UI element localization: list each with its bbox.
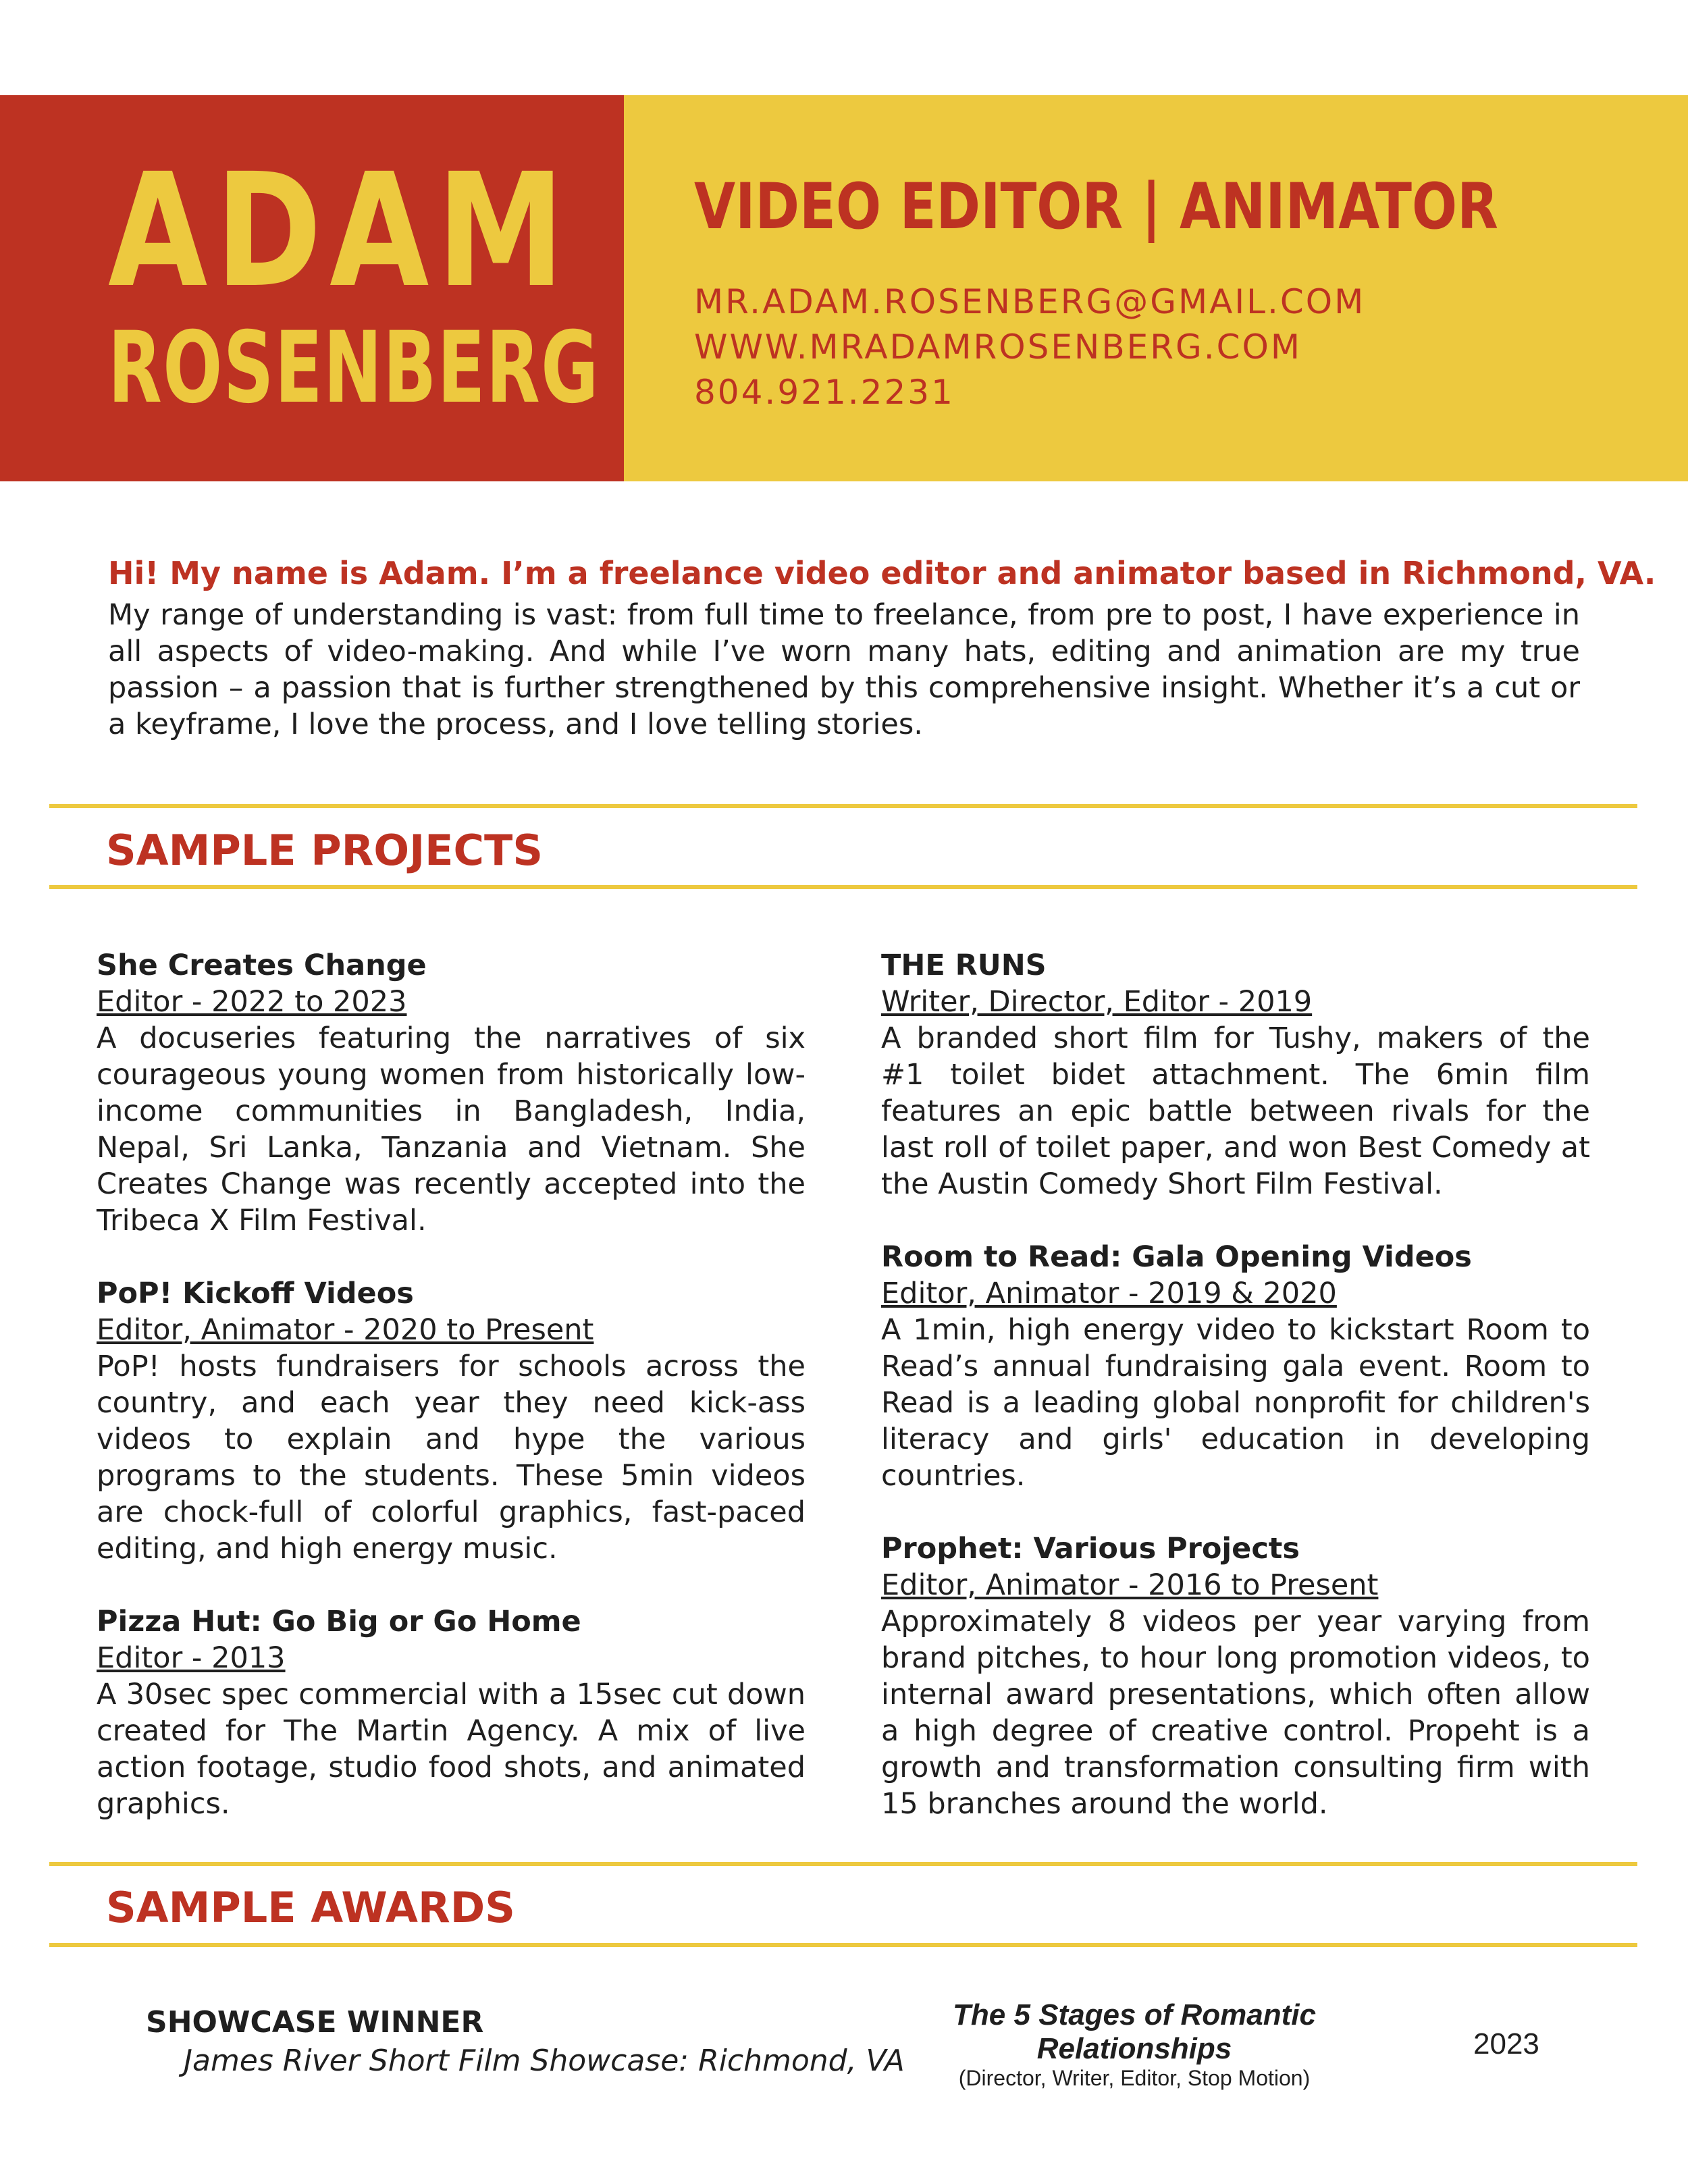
project-description: A 30sec spec commercial with a 15sec cut down created for The Martin Agency. A mix of live action footage, studio food shots, and animated graphics. bbox=[97, 1678, 806, 1821]
intro-headline: Hi! My name is Adam. I’m a freelance video editor and animator based in Richmond, VA. bbox=[108, 555, 1656, 591]
phone-number: 804.921.2231 bbox=[694, 373, 955, 412]
section-divider bbox=[49, 804, 1637, 808]
award-credits: (Director, Writer, Editor, Stop Motion) bbox=[958, 2066, 1311, 2090]
project-description: A 1min, high energy video to kickstart Room to Read’s annual fundraising gala event. Room to Read is a leading global nonprofit for children's literacy and girls' education in developing countries. bbox=[881, 1313, 1590, 1493]
project-entry bbox=[881, 1239, 1590, 1494]
project-role: Editor - 2013 bbox=[97, 1641, 286, 1675]
intro-body: My range of understanding is vast: from full time to freelance, from pre to post, I have experience in all aspects of video-making. And while I’ve worn many hats, editing and animation are my true passion – a passion that is further strengthened by this comprehensive insight. Whether it’s a cut or a keyframe, I love the process, and I love telling stories. bbox=[108, 598, 1580, 741]
email-link[interactable]: MR.ADAM.ROSENBERG@GMAIL.COM bbox=[694, 282, 1366, 321]
project-entry bbox=[881, 947, 1590, 1202]
project-role: Editor - 2022 to 2023 bbox=[97, 985, 407, 1019]
project-title: Prophet: Various Projects bbox=[881, 1532, 1300, 1566]
project-entry bbox=[97, 1275, 806, 1567]
projects-right-column bbox=[881, 947, 1590, 1859]
project-title: THE RUNS bbox=[881, 949, 1047, 982]
project-entry bbox=[881, 1530, 1590, 1822]
project-entry bbox=[97, 1603, 806, 1822]
last-name: ROSENBERG bbox=[108, 311, 600, 425]
awards-section-title: SAMPLE AWARDS bbox=[106, 1883, 515, 1932]
project-title: PoP! Kickoff Videos bbox=[97, 1277, 414, 1310]
project-description: PoP! hosts fundraisers for schools across the country, and each year they need kick-ass videos to explain and hype the various programs to the students. These 5min videos are chock-full of colorful graphics, fast-paced editing, and high energy music. bbox=[97, 1350, 806, 1566]
project-entry bbox=[97, 947, 806, 1239]
project-description: A docuseries featuring the narratives of six courageous young women from historically low-income communities in Bangladesh, India, Nepal, Sri Lanka, Tanzania and Vietnam. She Creates Change was recently accepted into the Tribeca X Film Festival. bbox=[97, 1021, 806, 1237]
job-title: VIDEO EDITOR | ANIMATOR bbox=[694, 170, 1498, 244]
first-name: ADAM bbox=[108, 140, 573, 322]
section-divider bbox=[49, 885, 1637, 889]
project-role: Editor, Animator - 2020 to Present bbox=[97, 1313, 594, 1347]
project-title: Room to Read: Gala Opening Videos bbox=[881, 1240, 1472, 1274]
project-role: Editor, Animator - 2019 & 2020 bbox=[881, 1277, 1337, 1310]
award-event: James River Short Film Showcase: Richmond, VA bbox=[184, 2044, 905, 2078]
project-title: She Creates Change bbox=[97, 949, 427, 982]
section-divider bbox=[49, 1862, 1637, 1866]
project-description: A branded short film for Tushy, makers of the #1 toilet bidet attachment. The 6min film features an epic battle between rivals for the last roll of toilet paper, and won Best Comedy at the Austin Comedy Short Film Festival. bbox=[881, 1021, 1590, 1201]
projects-section-title: SAMPLE PROJECTS bbox=[106, 826, 543, 875]
project-role: Editor, Animator - 2016 to Present bbox=[881, 1568, 1379, 1602]
award-name: SHOWCASE WINNER bbox=[146, 2005, 484, 2040]
award-film-title: The 5 Stages of Romantic Relationships bbox=[953, 1998, 1316, 2065]
section-divider bbox=[49, 1943, 1637, 1947]
award-year: 2023 bbox=[1473, 2027, 1539, 2060]
project-description: Approximately 8 videos per year varying from brand pitches, to hour long promotion videos, to internal award presentations, which often allow a high degree of creative control. Propeht is a growth and transformation consulting firm with 15 branches around the world. bbox=[881, 1605, 1590, 1821]
project-role: Writer, Director, Editor - 2019 bbox=[881, 985, 1313, 1019]
project-title: Pizza Hut: Go Big or Go Home bbox=[97, 1605, 581, 1639]
projects-left-column bbox=[97, 947, 806, 1859]
website-link[interactable]: WWW.MRADAMROSENBERG.COM bbox=[694, 327, 1302, 367]
